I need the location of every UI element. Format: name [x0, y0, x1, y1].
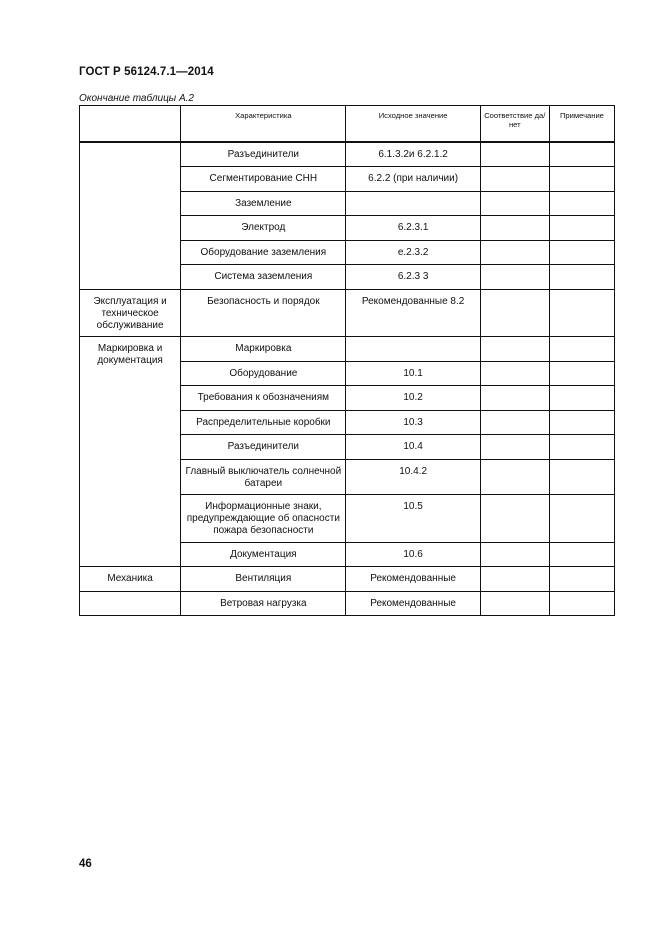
- characteristic-cell: Заземление: [181, 191, 346, 215]
- note-cell: [549, 566, 614, 591]
- group-cell: [80, 591, 181, 615]
- note-cell: [549, 591, 614, 615]
- match-cell: [480, 591, 549, 615]
- group-cell: Эксплуатация и техническое обслуживание: [80, 289, 181, 336]
- table-row: [80, 289, 615, 336]
- group-cell: Маркировка и документация: [80, 336, 181, 566]
- characteristic-cell: Документация: [181, 542, 346, 566]
- table-row: [80, 566, 615, 591]
- note-cell: [549, 191, 614, 215]
- note-cell: [549, 494, 614, 542]
- note-cell: [549, 142, 614, 166]
- characteristic-cell: Главный выключатель солнечной батареи: [181, 459, 346, 494]
- value-cell: 6.2.3 3: [346, 264, 480, 289]
- value-cell: е.2.3.2: [346, 240, 480, 264]
- group-cell: [80, 142, 181, 289]
- header-cell-match: Соответствие да/нет: [480, 106, 549, 143]
- value-cell: [346, 191, 480, 215]
- value-cell: 10.2: [346, 385, 480, 410]
- match-cell: [480, 434, 549, 459]
- note-cell: [549, 385, 614, 410]
- match-cell: [480, 166, 549, 191]
- characteristic-cell: Электрод: [181, 215, 346, 240]
- value-cell: 10.1: [346, 361, 480, 385]
- characteristic-cell: Вентиляция: [181, 566, 346, 591]
- characteristic-cell: Оборудование: [181, 361, 346, 385]
- match-cell: [480, 542, 549, 566]
- header-cell-note: Примечание: [549, 106, 614, 143]
- value-cell: 10.6: [346, 542, 480, 566]
- characteristic-cell: Маркировка: [181, 336, 346, 361]
- value-cell: 10.4.2: [346, 459, 480, 494]
- header-cell-characteristic: Характеристика: [181, 106, 346, 143]
- note-cell: [549, 264, 614, 289]
- value-cell: 10.3: [346, 410, 480, 434]
- characteristic-cell: Сегментирование СНН: [181, 166, 346, 191]
- match-cell: [480, 410, 549, 434]
- characteristic-cell: Информационные знаки, предупреждающие об опасности пожара безопасности: [181, 494, 346, 542]
- match-cell: [480, 361, 549, 385]
- value-cell: 6.1.3.2и 6.2.1.2: [346, 142, 480, 166]
- table-header-row: [80, 106, 615, 143]
- characteristic-cell: Система заземления: [181, 264, 346, 289]
- group-cell: Механика: [80, 566, 181, 591]
- table-caption: Окончание таблицы А.2: [79, 93, 194, 104]
- characteristic-cell: Ветровая нагрузка: [181, 591, 346, 615]
- match-cell: [480, 385, 549, 410]
- match-cell: [480, 240, 549, 264]
- value-cell: Рекомендованные: [346, 566, 480, 591]
- match-cell: [480, 142, 549, 166]
- table-row: [80, 142, 615, 166]
- header-cell-source-value: Исходное значение: [346, 106, 480, 143]
- note-cell: [549, 542, 614, 566]
- match-cell: [480, 264, 549, 289]
- characteristic-cell: Разъединители: [181, 434, 346, 459]
- note-cell: [549, 434, 614, 459]
- match-cell: [480, 191, 549, 215]
- match-cell: [480, 336, 549, 361]
- match-cell: [480, 494, 549, 542]
- characteristic-cell: Разъединители: [181, 142, 346, 166]
- match-cell: [480, 215, 549, 240]
- header-cell-blank: [80, 106, 181, 143]
- note-cell: [549, 166, 614, 191]
- match-cell: [480, 289, 549, 336]
- characteristic-cell: Требования к обозначениям: [181, 385, 346, 410]
- characteristic-cell: Распределительные коробки: [181, 410, 346, 434]
- note-cell: [549, 361, 614, 385]
- note-cell: [549, 459, 614, 494]
- note-cell: [549, 289, 614, 336]
- characteristic-cell: Оборудование заземления: [181, 240, 346, 264]
- characteristics-table: [79, 105, 615, 616]
- value-cell: Рекомендованные: [346, 591, 480, 615]
- value-cell: 6.2.3.1: [346, 215, 480, 240]
- value-cell: Рекомендованные 8.2: [346, 289, 480, 336]
- match-cell: [480, 459, 549, 494]
- note-cell: [549, 410, 614, 434]
- characteristic-cell: Безопасность и порядок: [181, 289, 346, 336]
- value-cell: 10.4: [346, 434, 480, 459]
- value-cell: 10.5: [346, 494, 480, 542]
- table-row: [80, 336, 615, 361]
- note-cell: [549, 336, 614, 361]
- page-number: 46: [79, 858, 92, 870]
- note-cell: [549, 240, 614, 264]
- value-cell: [346, 336, 480, 361]
- value-cell: 6.2.2 (при наличии): [346, 166, 480, 191]
- match-cell: [480, 566, 549, 591]
- document-title: ГОСТ Р 56124.7.1—2014: [79, 66, 214, 78]
- note-cell: [549, 215, 614, 240]
- table-row: [80, 591, 615, 615]
